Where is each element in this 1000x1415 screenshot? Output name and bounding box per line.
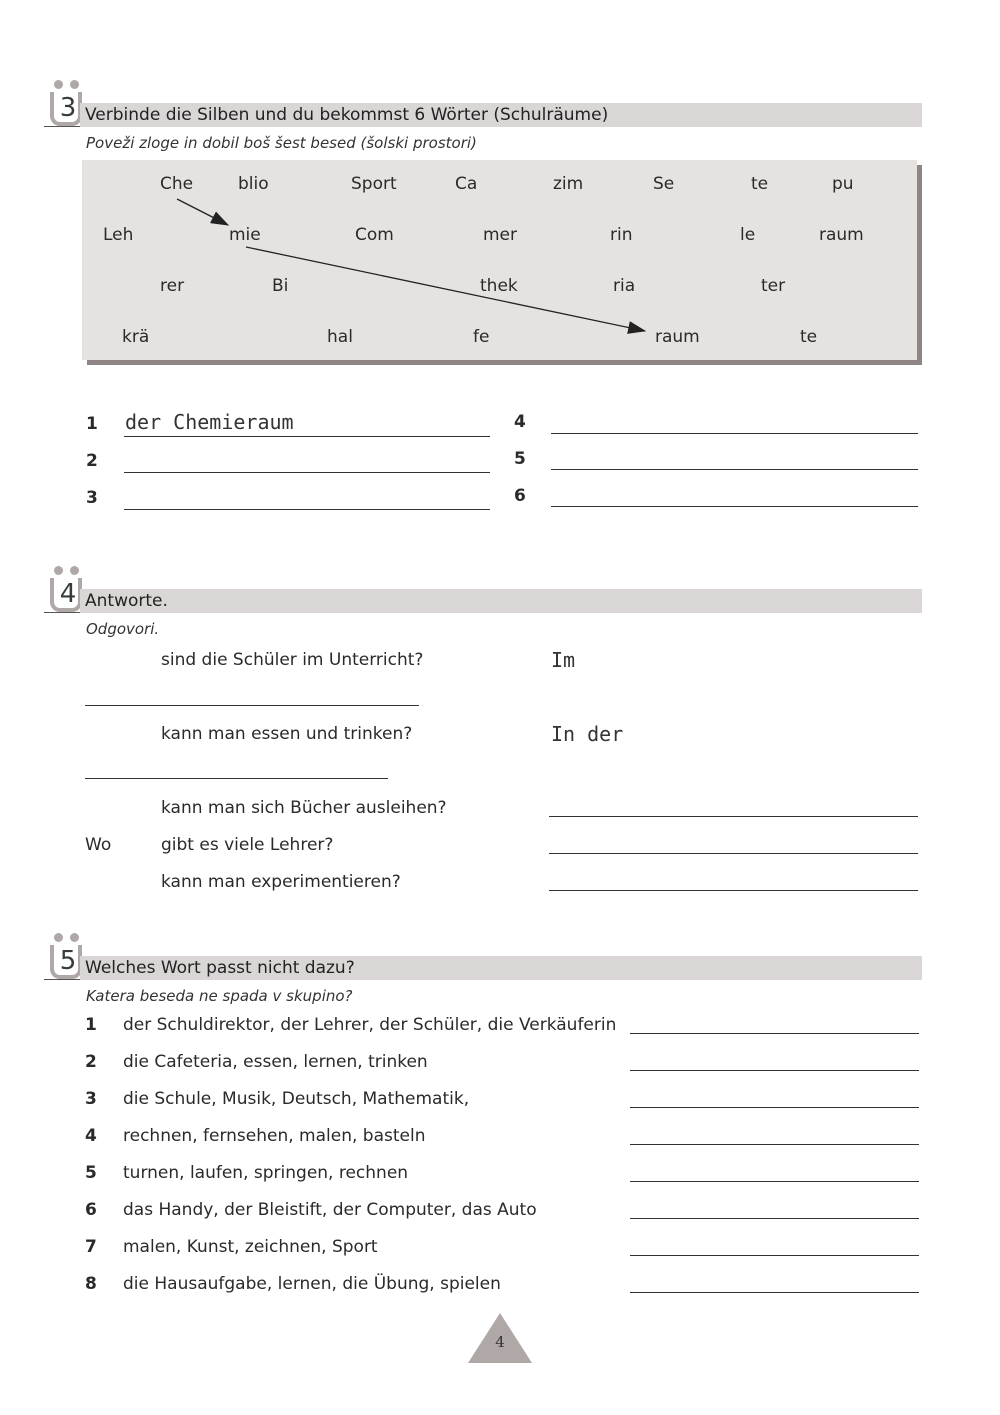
answer-number: 6	[514, 486, 526, 506]
item-text: rechnen, fernsehen, malen, basteln	[123, 1126, 426, 1146]
answer-line[interactable]	[630, 1255, 919, 1256]
syllable: hal	[327, 327, 353, 347]
answer-line[interactable]	[630, 1070, 919, 1071]
item-number: 6	[85, 1200, 97, 1220]
answer-line[interactable]	[630, 1218, 919, 1219]
exercise-5-number: 5	[59, 946, 77, 976]
question: gibt es viele Lehrer?	[161, 835, 334, 855]
exercise-3-number: 3	[59, 93, 77, 123]
answer-number: 1	[86, 414, 98, 434]
syllable: raum	[819, 225, 864, 245]
exercise-3-title: Verbinde die Silben und du bekommst 6 Wörter (Schulräume)	[85, 105, 609, 125]
syllable: mer	[483, 225, 518, 245]
connection-arrows	[0, 0, 1000, 400]
question: kann man essen und trinken?	[161, 724, 413, 744]
answer-line[interactable]	[549, 890, 918, 891]
exercise-4-header-bar	[80, 589, 922, 613]
answer-line[interactable]	[630, 1144, 919, 1145]
arrow-che-mie	[177, 199, 228, 225]
item-number: 8	[85, 1274, 97, 1294]
answer-text[interactable]: Im	[551, 648, 576, 672]
answer-text[interactable]: der Chemieraum	[125, 410, 294, 434]
exercise-4-subtitle: Odgovori.	[86, 620, 160, 638]
question: kann man experimentieren?	[161, 872, 401, 892]
syllable: le	[740, 225, 756, 245]
item-number: 7	[85, 1237, 97, 1257]
answer-line[interactable]	[551, 469, 918, 470]
syllable: te	[800, 327, 818, 347]
syllable: rer	[160, 276, 185, 296]
answer-line[interactable]	[124, 436, 490, 437]
answer-line[interactable]	[124, 509, 490, 510]
syllable: Leh	[103, 225, 134, 245]
syllable: Ca	[455, 174, 478, 194]
exercise-4-title: Antworte.	[85, 591, 168, 611]
answer-number: 5	[514, 449, 526, 469]
exercise-4-number: 4	[59, 579, 77, 609]
answer-line[interactable]	[630, 1292, 919, 1293]
syllable: mie	[229, 225, 261, 245]
item-text: der Schuldirektor, der Lehrer, der Schüler, die Verkäuferin	[123, 1015, 617, 1035]
syllable: Sport	[351, 174, 397, 194]
answer-line[interactable]	[551, 433, 918, 434]
syllable: ria	[613, 276, 636, 296]
item-text: turnen, laufen, springen, rechnen	[123, 1163, 409, 1183]
exercise-3-subtitle: Poveži zloge in dobil boš šest besed (šolski prostori)	[86, 134, 477, 152]
answer-number: 2	[86, 451, 98, 471]
syllable: blio	[238, 174, 269, 194]
syllable: ter	[761, 276, 786, 296]
exercise-5-title: Welches Wort passt nicht dazu?	[85, 958, 355, 978]
question: kann man sich Bücher ausleihen?	[161, 798, 447, 818]
item-text: das Handy, der Bleistift, der Computer, das Auto	[123, 1200, 537, 1220]
syllable: te	[751, 174, 769, 194]
item-text: malen, Kunst, zeichnen, Sport	[123, 1237, 378, 1257]
answer-line[interactable]	[549, 816, 918, 817]
answer-line[interactable]	[630, 1033, 919, 1034]
syllable: Com	[355, 225, 394, 245]
syllable: Bi	[272, 276, 289, 296]
answer-line[interactable]	[630, 1107, 919, 1108]
page-number: 4	[495, 1333, 505, 1351]
item-number: 2	[85, 1052, 97, 1072]
answer-line[interactable]	[85, 778, 388, 779]
syllable: krä	[122, 327, 150, 347]
answer-line[interactable]	[85, 705, 419, 706]
answer-number: 3	[86, 488, 98, 508]
exercise-5-subtitle: Katera beseda ne spada v skupino?	[86, 987, 353, 1005]
arrow-mie-raum	[246, 247, 645, 331]
syllable: thek	[480, 276, 518, 296]
answer-line[interactable]	[630, 1181, 919, 1182]
item-text: die Cafeteria, essen, lernen, trinken	[123, 1052, 428, 1072]
syllable: fe	[473, 327, 490, 347]
wo-label: Wo	[85, 835, 112, 855]
syllable: raum	[655, 327, 700, 347]
syllable: zim	[553, 174, 584, 194]
answer-line[interactable]	[124, 472, 490, 473]
item-number: 5	[85, 1163, 97, 1183]
item-number: 1	[85, 1015, 97, 1035]
item-number: 4	[85, 1126, 97, 1146]
syllable: Che	[160, 174, 194, 194]
item-text: die Hausaufgabe, lernen, die Übung, spielen	[123, 1274, 501, 1294]
answer-number: 4	[514, 412, 526, 432]
item-text: die Schule, Musik, Deutsch, Mathematik,	[123, 1089, 470, 1109]
answer-text[interactable]: In der	[551, 722, 624, 746]
answer-line[interactable]	[551, 506, 918, 507]
item-number: 3	[85, 1089, 97, 1109]
syllable: Se	[653, 174, 675, 194]
question: sind die Schüler im Unterricht?	[161, 650, 424, 670]
answer-line[interactable]	[549, 853, 918, 854]
syllable: rin	[610, 225, 633, 245]
syllable: pu	[832, 174, 854, 194]
